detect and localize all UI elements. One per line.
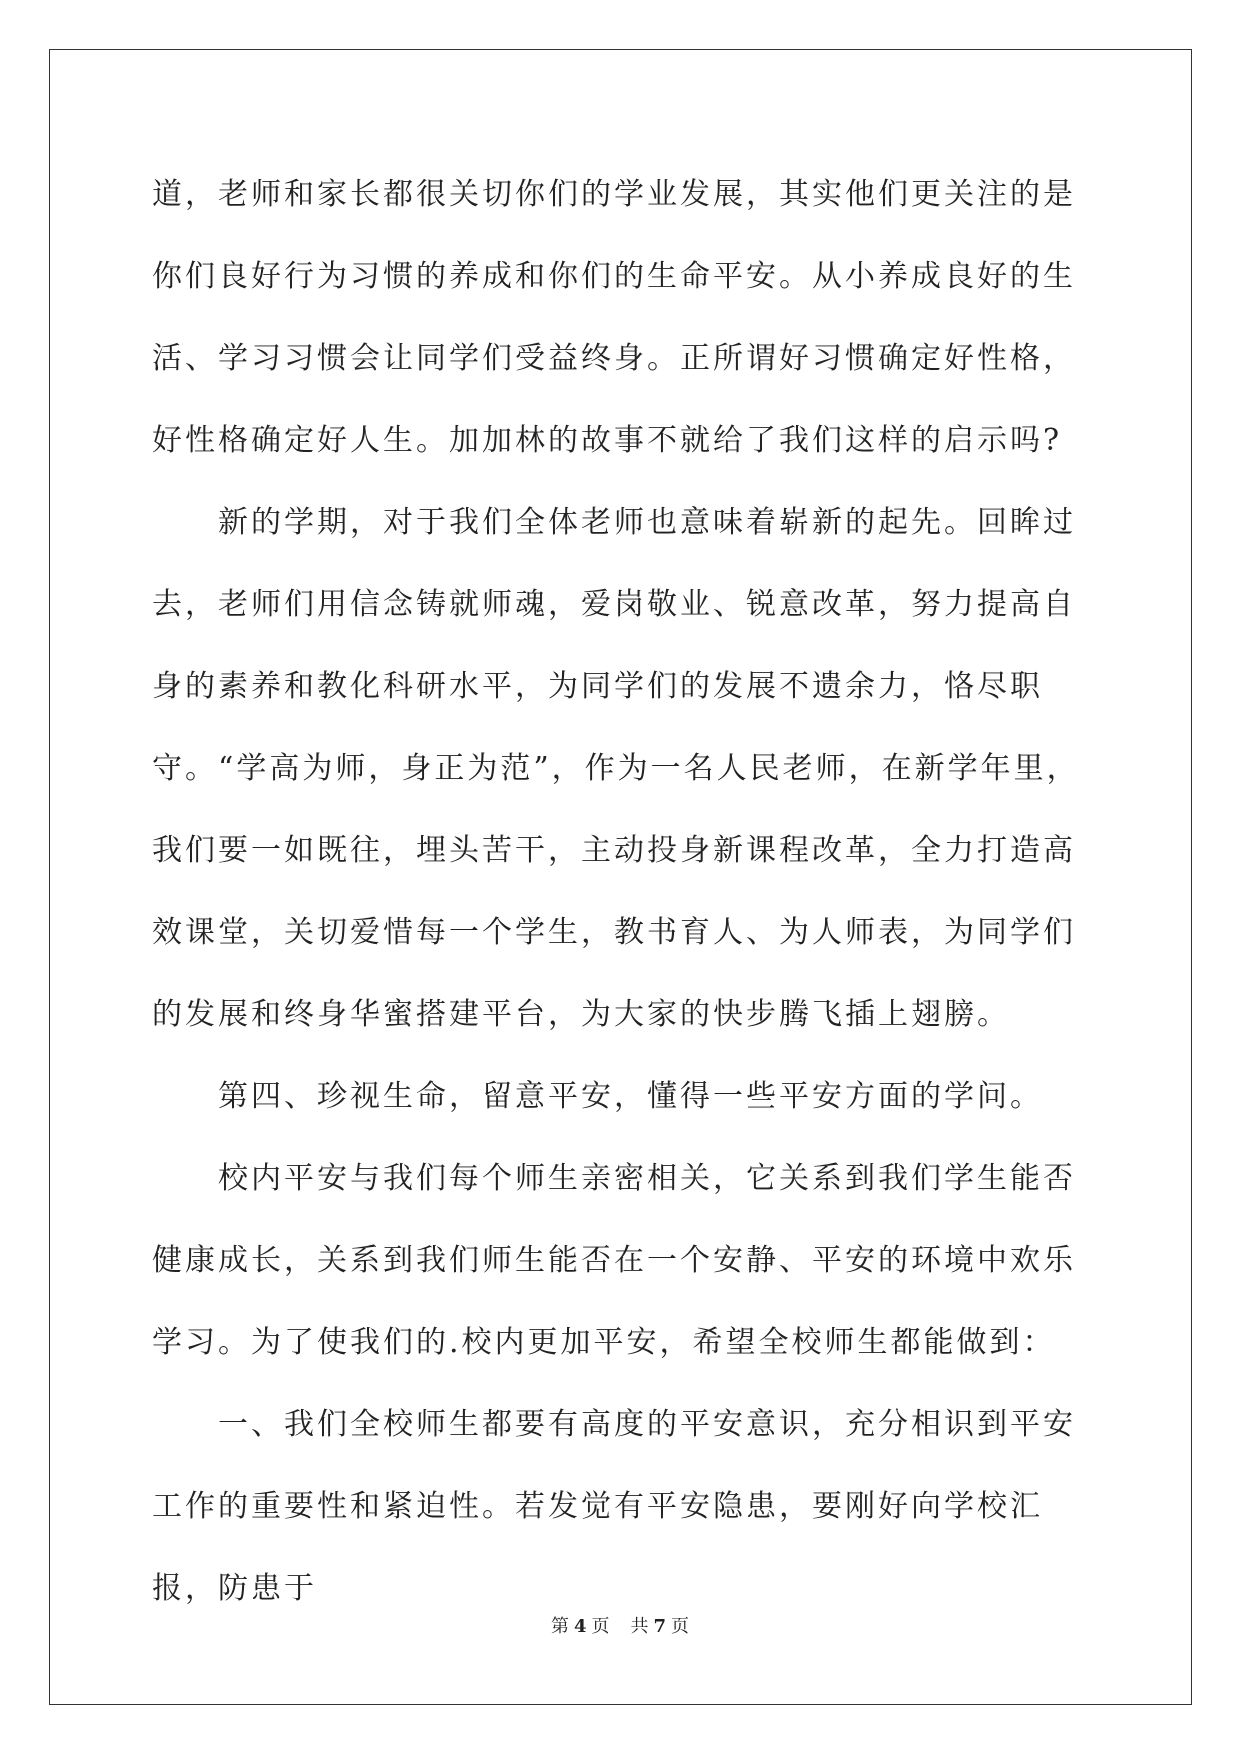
footer-total-prefix: 共 [630, 1616, 650, 1637]
paragraph-3: 第四、珍视生命，留意平安，懂得一些平安方面的学问。 [218, 1079, 1043, 1114]
paragraph-4: 校内平安与我们每个师生亲密相关，它关系到我们学生能否健康成长，关系到我们师生能否在一个安静、平安的环境中欢乐学习。为了使我们的.校内更加平安，希望全校师生都能做到： [152, 1161, 1076, 1360]
footer-page-prefix: 第 [550, 1616, 570, 1637]
paragraph-1: 道，老师和家长都很关切你们的学业发展，其实他们更关注的是你们良好行为习惯的养成和你们的生命平安。从小养成良好的生活、学习习惯会让同学们受益终身。正所谓好习惯确定好性格，好性格确定好人生。加加林的故事不就给了我们这样的启示吗? [152, 177, 1076, 458]
paragraph-5: 一、我们全校师生都要有高度的平安意识，充分相识到平安工作的重要性和紧迫性。若发觉有平安隐患，要刚好向学校汇报，防患于 [152, 1407, 1076, 1606]
page-footer [0, 1612, 1241, 1638]
document-body [152, 154, 1092, 1630]
footer-page-number: 4 [573, 1616, 588, 1637]
footer-total-pages: 7 [653, 1616, 668, 1637]
paragraph-2: 新的学期，对于我们全体老师也意味着崭新的起先。回眸过去，老师们用信念铸就师魂，爱岗敬业、锐意改革，努力提高自身的素养和教化科研水平，为同学们的发展不遗余力，恪尽职守。“学高为师，身正为范”，作为一名人民老师，在新学年里，我们要一如既往，埋头苦干，主动投身新课程改革，全力打造高效课堂，关切爱惜每一个学生，教书育人、为人师表，为同学们的发展和终身华蜜搭建平台，为大家的快步腾飞插上翅膀。 [152, 505, 1080, 1032]
footer-page-suffix: 页 [591, 1616, 611, 1637]
footer-total-suffix: 页 [671, 1616, 691, 1637]
